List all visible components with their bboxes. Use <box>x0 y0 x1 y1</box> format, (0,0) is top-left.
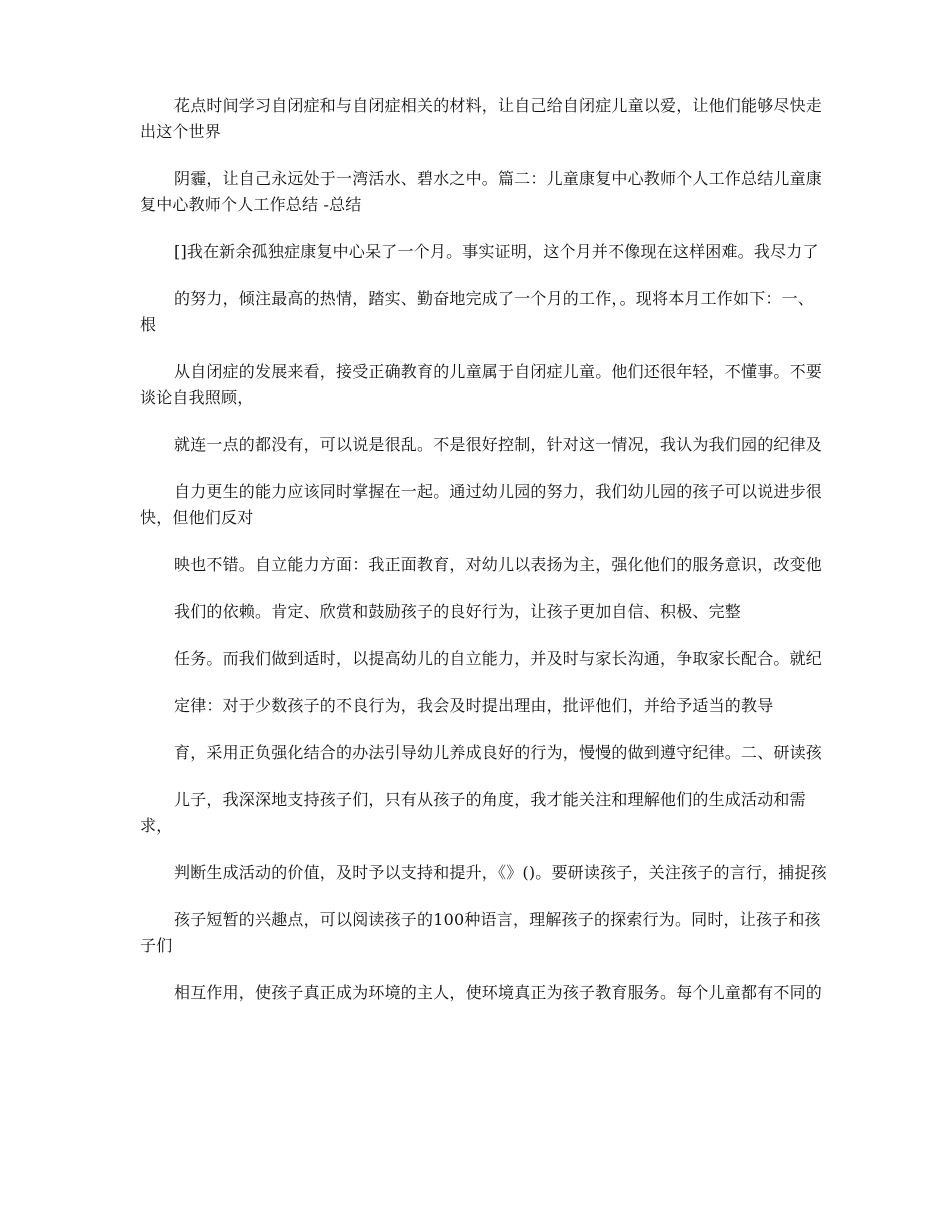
paragraph: 判断生成活动的价值，及时予以支持和提升，《》()。要研读孩子，关注孩子的言行，捕捉孩 <box>174 863 827 882</box>
paragraph: 的努力，倾注最高的热情，踏实、勤奋地完成了一个月的工作，。现将本月工作如下：一、根 <box>140 289 815 334</box>
paragraph: 我们的依赖。肯定、欣赏和鼓励孩子的良好行为，让孩子更加自信、积极、完整 <box>174 602 742 621</box>
paragraph: 相互作用，使孩子真正成为环境的主人，使环境真正为孩子教育服务。每个儿童都有不同的 <box>174 983 823 1002</box>
paragraph: 就连一点的都没有，可以说是很乱。不是很好控制，针对这一情况，我认为我们园的纪律及 <box>174 435 823 454</box>
paragraph: 自力更生的能力应该同时掌握在一起。通过幼儿园的努力，我们幼儿园的孩子可以说进步很快，但他们反对 <box>140 482 823 527</box>
paragraph: 孩子短暂的兴趣点，可以阅读孩子的100种语言，理解孩子的探索行为。同时，让孩子和孩子们 <box>140 910 821 955</box>
paragraph: 花点时间学习自闭症和与自闭症相关的材料，让自己给自闭症儿童以爱，让他们能够尽快走出这个世界 <box>140 96 823 141</box>
paragraph: 育，采用正负强化结合的办法引导幼儿养成良好的行为，慢慢的做到遵守纪律。二、研读孩 <box>174 743 823 762</box>
paragraph: []我在新余孤独症康复中心呆了一个月。事实证明，这个月并不像现在这样困难。我尽力了 <box>174 242 819 261</box>
paragraph: 定律：对于少数孩子的不良行为，我会及时提出理由，批评他们，并给予适当的教导 <box>174 696 774 715</box>
document-body <box>140 93 830 1027</box>
paragraph: 阴霾，让自己永远处于一湾活水、碧水之中。篇二：儿童康复中心教师个人工作总结儿童康复中心教师个人工作总结 -总结 <box>140 169 823 214</box>
paragraph: 从自闭症的发展来看，接受正确教育的儿童属于自闭症儿童。他们还很年轻，不懂事。不要谈论自我照顾， <box>140 362 823 407</box>
paragraph: 任务。而我们做到适时，以提高幼儿的自立能力，并及时与家长沟通，争取家长配合。就纪 <box>174 649 823 668</box>
paragraph: 映也不错。自立能力方面：我正面教育，对幼儿以表扬为主，强化他们的服务意识，改变他 <box>174 555 823 574</box>
paragraph: 儿子，我深深地支持孩子们，只有从孩子的角度，我才能关注和理解他们的生成活动和需求， <box>140 790 806 835</box>
